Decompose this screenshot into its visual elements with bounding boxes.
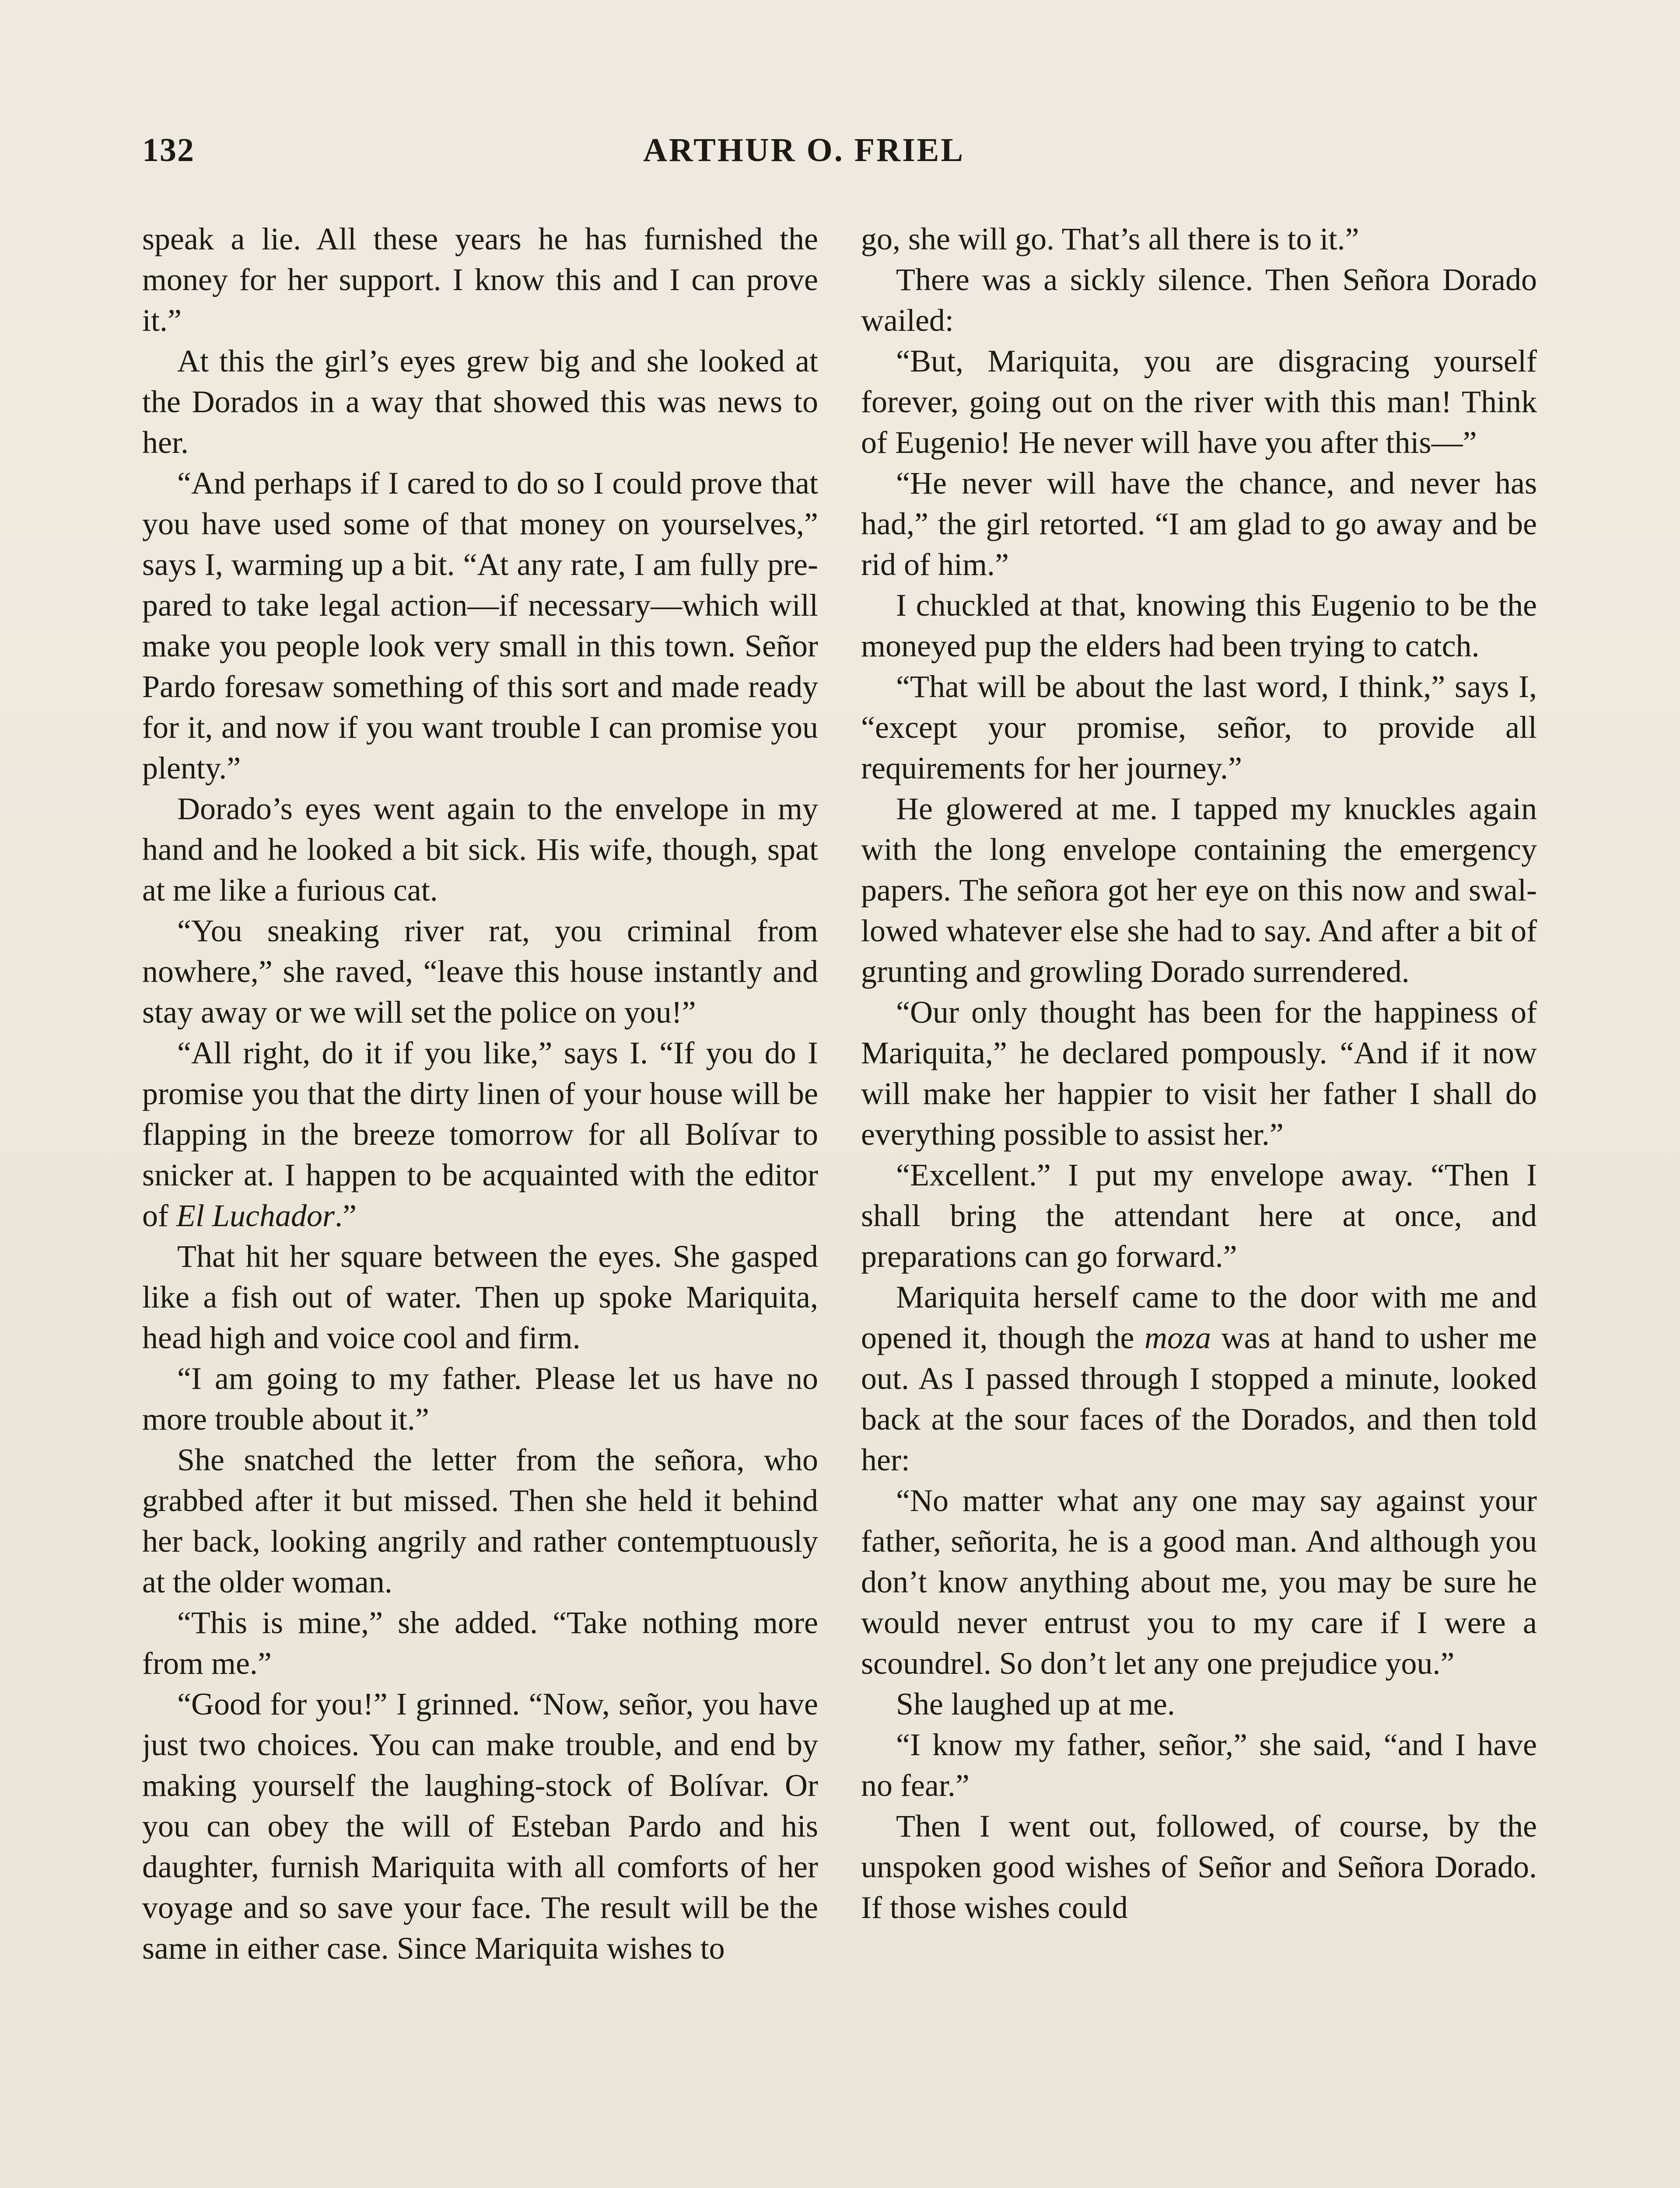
left-text-column: [142, 219, 818, 2188]
paragraph-text: She laughed up at me.: [896, 1687, 1175, 1722]
paragraph-text: “You sneaking river rat, you criminal from nowhere,” she raved, “leave this house instantly and stay away or we will set the police on you!”: [142, 913, 818, 1030]
paragraph-text: “This is mine,” she added. “Take nothing more from me.”: [142, 1605, 818, 1681]
paragraph: [861, 666, 1537, 789]
paragraph-text: “I am going to my father. Please let us have no more trouble about it.”: [142, 1361, 818, 1437]
paragraph-text: There was a sickly silence. Then Señora Dorado wailed:: [861, 262, 1537, 338]
paragraph: [861, 992, 1537, 1155]
paragraph-text: “And perhaps if I cared to do so I could prove that you have used some of that money on yourselves,” says I, warming up a bit. “At any rate, I am fully prepared to take legal action—if necessary—which will make you people look very small in this town. Señor Pardo foresaw something of this sort and made ready for it, and now if you want trouble I can promise you plenty.”: [142, 466, 818, 785]
paragraph-text: go, she will go. That’s all there is to it.”: [861, 221, 1359, 256]
paragraph-text: Then I went out, followed, of course, by the unspoken good wishes of Señor and Señora Dorado. If those wishes could: [861, 1809, 1537, 1925]
paragraph: [142, 219, 818, 341]
paragraph: [861, 1725, 1537, 1806]
paragraph: [861, 789, 1537, 992]
paragraph: [861, 341, 1537, 463]
paragraph-text: She snatched the letter from the señora, who grabbed after it but missed. Then she held it behind her back, looking angrily and rather contemptuously at the older woman.: [142, 1442, 818, 1599]
paragraph-text-tail: .”: [335, 1198, 357, 1233]
paragraph: [142, 1602, 818, 1684]
paragraph-text: “But, Mariquita, you are disgracing yourself forever, going out on the river with this man! Think of Eugenio! He never will have you after this—”: [861, 344, 1537, 460]
running-head: ARTHUR O. FRIEL: [643, 132, 965, 168]
paragraph: [861, 259, 1537, 341]
paragraph-text: I chuckled at that, knowing this Eugenio to be the moneyed pup the elders had been trying to catch.: [861, 588, 1537, 663]
paragraph-text: “No matter what any one may say against your father, señorita, he is a good man. And although you don’t know anything about me, you may be sure he would never entrust you to my care if I were a scoundrel. So don’t let any one prejudice you.”: [861, 1483, 1537, 1681]
paragraph-text: “Excellent.” I put my envelope away. “Then I shall bring the attendant here at once, and preparations can go forward.”: [861, 1157, 1537, 1274]
italic-term: moza: [1144, 1320, 1211, 1355]
paragraph: [142, 1033, 818, 1236]
paragraph: [861, 1480, 1537, 1684]
paragraph: [142, 1684, 818, 1969]
paragraph: [861, 1277, 1537, 1480]
paragraph: [142, 911, 818, 1033]
paragraph: [142, 1236, 818, 1358]
paragraph-text: “All right, do it if you like,” says I. “If you do I promise you that the dirty linen of your house will be flapping in the breeze tomorrow for all Bolívar to snicker at. I happen to be acquainted with the editor of: [142, 1035, 818, 1233]
paragraph: [142, 341, 818, 463]
paragraph-text-tail: was at hand to usher me out. As I passed through I stopped a minute, looked back at the sour faces of the Dorados, and then told her:: [861, 1320, 1537, 1477]
paragraph-text: At this the girl’s eyes grew big and she looked at the Dorados in a way that showed this was news to her.: [142, 344, 818, 460]
paragraph: [142, 463, 818, 789]
paragraph-text: “That will be about the last word, I think,” says I, “except your promise, señor, to provide all requirements for her journey.”: [861, 669, 1537, 785]
paragraph: [861, 219, 1537, 259]
paragraph: [861, 1806, 1537, 1928]
paragraph-text: “He never will have the chance, and never has had,” the girl retorted. “I am glad to go away and be rid of him.”: [861, 466, 1537, 582]
paragraph-text: He glowered at me. I tapped my knuckles again with the long envelope containing the emergency papers. The señora got her eye on this now and swallowed whatever else she had to say. And after a bit of grunting and growling Dorado surrendered.: [861, 791, 1537, 989]
page-header: [142, 131, 1542, 184]
paragraph-text: “Good for you!” I grinned. “Now, señor, you have just two choices. You can make trouble, and end by making yourself the laughing-stock of Bolívar. Or you can obey the will of Esteban Pardo and his daughter, furnish Mariquita with all comforts of her voyage and so save your face. The result will be the same in either case. Since Mariquita wishes to: [142, 1687, 818, 1966]
italic-term: El Luchador: [176, 1198, 335, 1233]
paragraph-text: Dorado’s eyes went again to the envelope in my hand and he looked a bit sick. His wife, though, spat at me like a furious cat.: [142, 791, 818, 908]
paragraph: [861, 463, 1537, 585]
paragraph: [142, 789, 818, 911]
paragraph: [142, 1440, 818, 1602]
paragraph: [142, 1358, 818, 1440]
paragraph-text: Mariquita herself came to the door with me and opened it, though the: [861, 1280, 1537, 1355]
right-text-column: [861, 219, 1537, 2188]
page-number: 132: [142, 132, 195, 168]
paragraph: [861, 585, 1537, 666]
paragraph-text: That hit her square between the eyes. She gasped like a fish out of water. Then up spoke Mariquita, head high and voice cool and firm.: [142, 1239, 818, 1355]
paragraph: [861, 1684, 1537, 1725]
paragraph-text: speak a lie. All these years he has furnished the money for her support. I know this and I can prove it.”: [142, 221, 818, 338]
paragraph-text: “I know my father, señor,” she said, “and I have no fear.”: [861, 1727, 1537, 1803]
paragraph: [861, 1155, 1537, 1277]
paragraph-text: “Our only thought has been for the happiness of Mariquita,” he declared pompously. “And if it now will make her happier to visit her father I shall do everything possible to assist her.”: [861, 995, 1537, 1152]
